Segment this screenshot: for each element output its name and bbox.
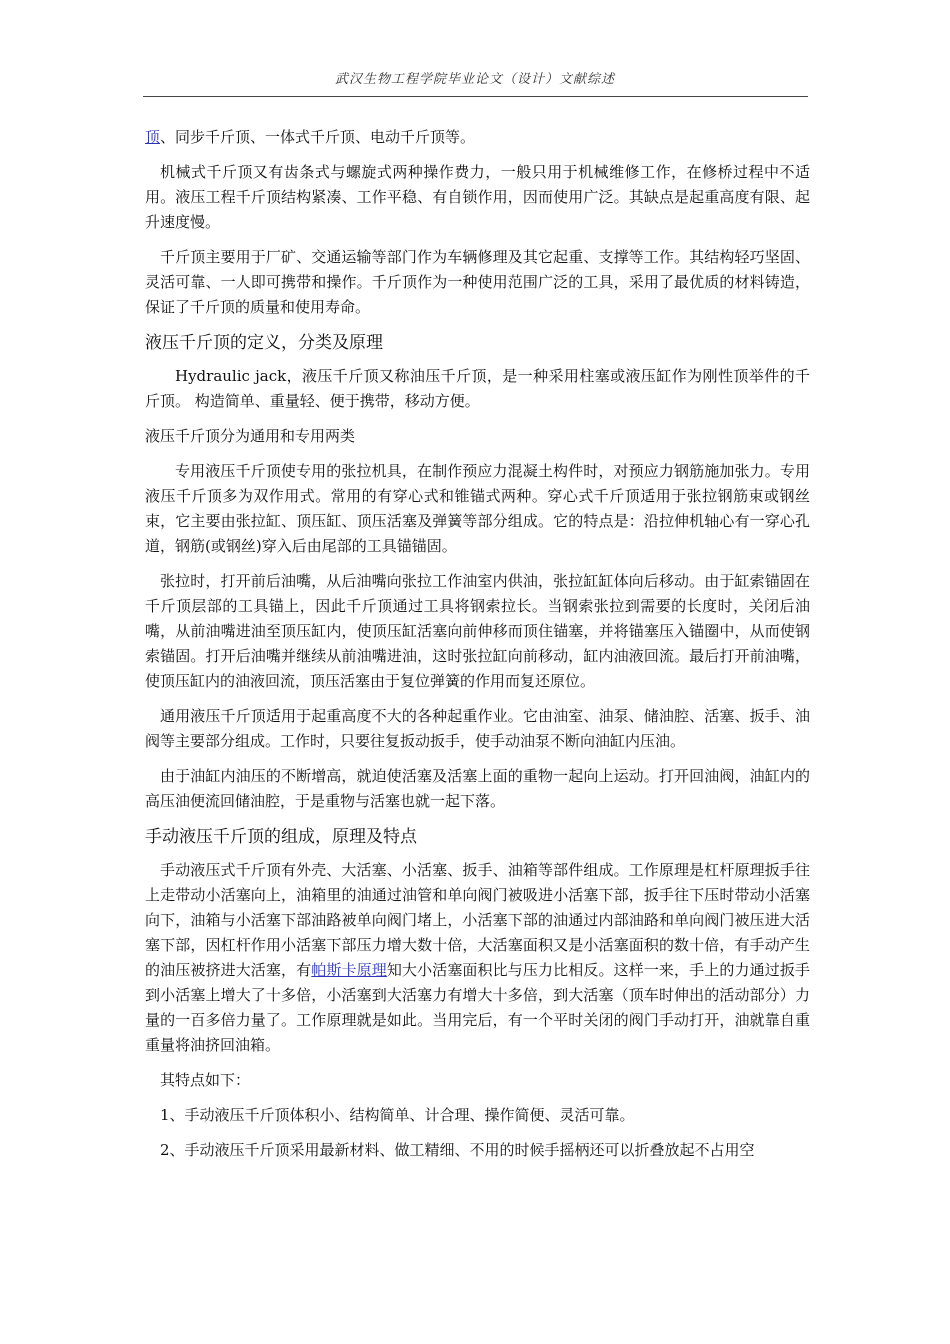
paragraph-mechanical-jack: 机械式千斤顶又有齿条式与螺旋式两种操作费力，一般只用于机械维修工作，在修桥过程中不适用。液压工程千斤顶结构紧凑、工作平稳、有自锁作用，因而使用广泛。其缺点是起重高度有限、起升速度慢。 xyxy=(145,163,810,231)
header-divider xyxy=(143,96,808,97)
page-header: 武汉生物工程学院毕业论文（设计）文献综述 xyxy=(334,72,615,87)
hyperlink-ding[interactable]: 顶 xyxy=(145,128,161,146)
paragraph-classification: 液压千斤顶分为通用和专用两类 xyxy=(145,427,356,445)
section-heading-manual-jack: 手动液压千斤顶的组成，原理及特点 xyxy=(145,827,417,847)
feature-list-item: 1、手动液压千斤顶体积小、结构简单、计合理、操作简便、灵活可靠。 xyxy=(160,1106,635,1124)
paragraph-oil-pressure: 由于油缸内油压的不断增高，就迫使活塞及活塞上面的重物一起向上运动。打开回油阀，油缸内的高压油便流回储油腔，于是重物与活塞也就一起下落。 xyxy=(145,767,810,810)
paragraph-text: 、同步千斤顶、一体式千斤顶、电动千斤顶等。 xyxy=(160,128,476,146)
paragraph-features-intro: 其特点如下： xyxy=(160,1071,251,1089)
paragraph-special-jack: 专用液压千斤顶使专用的张拉机具，在制作预应力混凝土构件时，对预应力钢筋施加张力。专用液压千斤顶多为双作用式。常用的有穿心式和锥锚式两种。穿心式千斤顶适用于张拉钢筋束或钢丝束，它主要由张拉缸、顶压缸、顶压活塞及弹簧等部分组成。它的特点是：沿拉伸机轴心有一穿心孔道，钢筋(或钢丝)穿入后由尾部的工具锚锚固。 xyxy=(145,462,810,555)
hyperlink-pascal-principle[interactable]: 帕斯卡原理 xyxy=(311,961,387,979)
paragraph-general-jack: 通用液压千斤顶适用于起重高度不大的各种起重作业。它由油室、油泵、储油腔、活塞、扳手、油阀等主要部分组成。工作时，只要往复扳动扳手，使手动油泵不断向油缸内压油。 xyxy=(145,707,810,750)
paragraph-jack-usage: 千斤顶主要用于厂矿、交通运输等部门作为车辆修理及其它起重、支撑等工作。其结构轻巧坚固、灵活可靠、一人即可携带和操作。千斤顶作为一种使用范围广泛的工具，采用了最优质的材料铸造，保证了千斤顶的质量和使用寿命。 xyxy=(145,248,810,316)
paragraph-text: 手动液压式千斤顶有外壳、大活塞、小活塞、扳手、油箱等部件组成。工作原理是杠杆原理扳手往上走带动小活塞向上，油箱里的油通过油管和单向阀门被吸进小活塞下部，扳手往下压时带动小活塞向下，油箱与小活塞下部油路被单向阀门堵上，小活塞下部的油通过内部油路和单向阀门被压进大活塞下部，因杠杆作用小活塞下部压力增大数十倍，大活塞面积又是小活塞面积的数十倍，有手动产生的油压被挤进大活塞，有 xyxy=(145,861,810,979)
section-heading-hydraulic-jack-definition: 液压千斤顶的定义，分类及原理 xyxy=(145,333,383,353)
paragraph-text: 知大小活塞面积比与压力比相反。这样一来，手上的力通过扳手到小活塞上增大了十多倍，小活塞到大活塞力有增大十多倍，到大活塞（顶车时伸出的活动部分）力量的一百多倍力量了。工作原理就是如此。当用完后，有一个平时关闭的阀门手动打开，油就靠自重重量将油挤回油箱。 xyxy=(145,961,810,1054)
feature-list-item: 2、手动液压千斤顶采用最新材料、做工精细、不用的时候手摇柄还可以折叠放起不占用空 xyxy=(160,1141,755,1159)
paragraph-hydraulic-definition: Hydraulic jack，液压千斤顶又称油压千斤顶，是一种采用柱塞或液压缸作为刚性顶举件的千斤顶。 构造简单、重量轻、便于携带，移动方便。 xyxy=(145,367,810,410)
document-body xyxy=(145,128,810,1173)
paragraph-tensioning-process: 张拉时，打开前后油嘴，从后油嘴向张拉工作油室内供油，张拉缸缸体向后移动。由于缸索锚固在千斤顶层部的工具锚上，因此千斤顶通过工具将钢索拉长。当钢索张拉到需要的长度时，关闭后油嘴，从前油嘴进油至顶压缸内，使顶压缸活塞向前伸移而顶住锚塞，并将锚塞压入锚圈中，从而使钢索锚固。打开后油嘴并继续从前油嘴进油，这时张拉缸向前移动，缸内油液回流。最后打开前油嘴，使顶压缸内的油液回流，顶压活塞由于复位弹簧的作用而复还原位。 xyxy=(145,572,810,690)
paragraph-manual-jack-principle xyxy=(145,858,810,1058)
paragraph-continuation xyxy=(145,125,810,150)
